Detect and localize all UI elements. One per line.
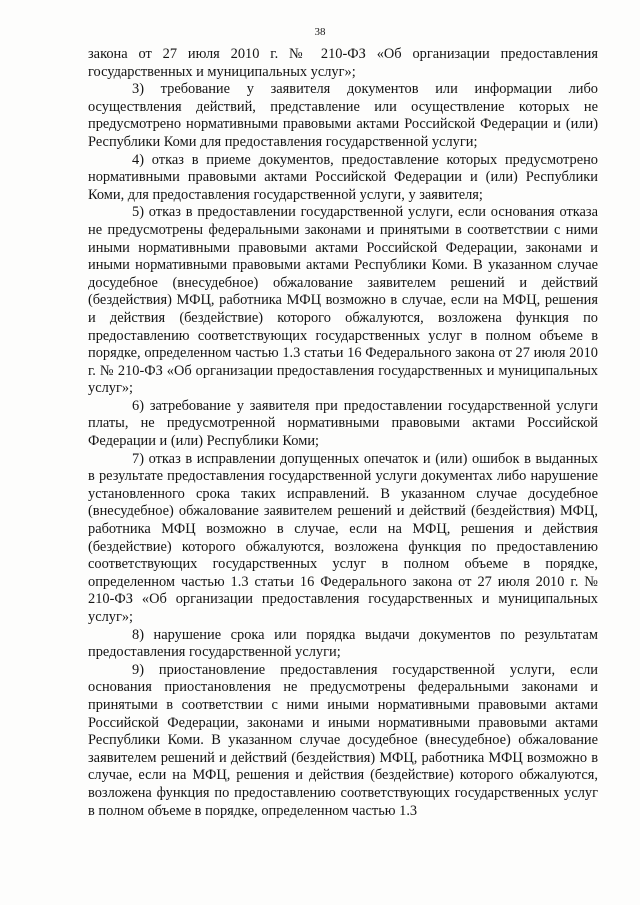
paragraph-item-5: 5) отказ в предоставлении государственной услуги, если основания отказа не предусмотрены федеральными законами и принятыми в соответствии с ними иными нормативными правовыми актами Российской Федерации, законами и иными нормативными правовыми актами Республики Коми. В указанном случае досудебное (внесудебное) обжалование заявителем решений и действий (бездействия) МФЦ, работника МФЦ возможно в случае, если на МФЦ, решения и действия (бездействие) которого обжалуются, возложена функция по предоставлению соответствующих государственных услуг в полном объеме в порядке, определенном частью 1.3 статьи 16 Федерального закона от 27 июля 2010 г. № 210-ФЗ «Об организации предоставления государственных и муниципальных услуг»; xyxy=(88,204,598,397)
paragraph-item-9: 9) приостановление предоставления государственной услуги, если основания приостановления не предусмотрены федеральными законами и принятыми в соответствии с ними иными нормативными правовыми актами Российской Федерации, законами и иными нормативными правовыми актами Республики Коми. В указанном случае досудебное (внесудебное) обжалование заявителем решений и действий (бездействия) МФЦ, работника МФЦ возможно в случае, если на МФЦ, решения и действия (бездействие) которого обжалуются, возложена функция по предоставлению соответствующих государственных услуг в полном объеме в порядке, определенном частью 1.3 xyxy=(88,661,598,819)
paragraph-item-4: 4) отказ в приеме документов, предоставление которых предусмотрено нормативными правовыми актами Российской Федерации и (или) Республики Коми, для предоставления государственной услуги, у заявителя; xyxy=(88,151,598,203)
page-number: 38 xyxy=(314,26,326,38)
paragraph-continuation: закона от 27 июля 2010 г. № 210-ФЗ «Об организации предоставления государственных и муниципальных услуг»; xyxy=(88,46,598,80)
paragraph-item-6: 6) затребование у заявителя при предоставлении государственной услуги платы, не предусмотренной нормативными правовыми актами Российской Федерации и (или) Республики Коми; xyxy=(88,397,598,450)
paragraph-item-8: 8) нарушение срока или порядка выдачи документов по результатам предоставления государственной услуги; xyxy=(88,626,598,661)
paragraph-item-7: 7) отказ в исправлении допущенных опечаток и (или) ошибок в выданных в результате предоставления государственной услуги документах либо нарушение установленного срока таких исправлений. В указанном случае досудебное (внесудебное) обжалование заявителем решений и действий (бездействия) МФЦ, работника МФЦ возможно в случае, если на МФЦ, решения и действия (бездействие) которого обжалуются, возложена функция по предоставлению соответствующих государственных услуг в полном объеме в порядке, определенном частью 1.3 статьи 16 Федерального закона от 27 июля 2010 г. № 210-ФЗ «Об организации предоставления государственных и муниципальных услуг»; xyxy=(88,450,598,625)
document-body xyxy=(88,46,598,820)
paragraph-item-3: 3) требование у заявителя документов или информации либо осуществления действий, представление или осуществление которых не предусмотрено нормативными правовыми актами Российской Федерации и (или) Республики Коми для предоставления государственной услуги; xyxy=(88,81,598,150)
